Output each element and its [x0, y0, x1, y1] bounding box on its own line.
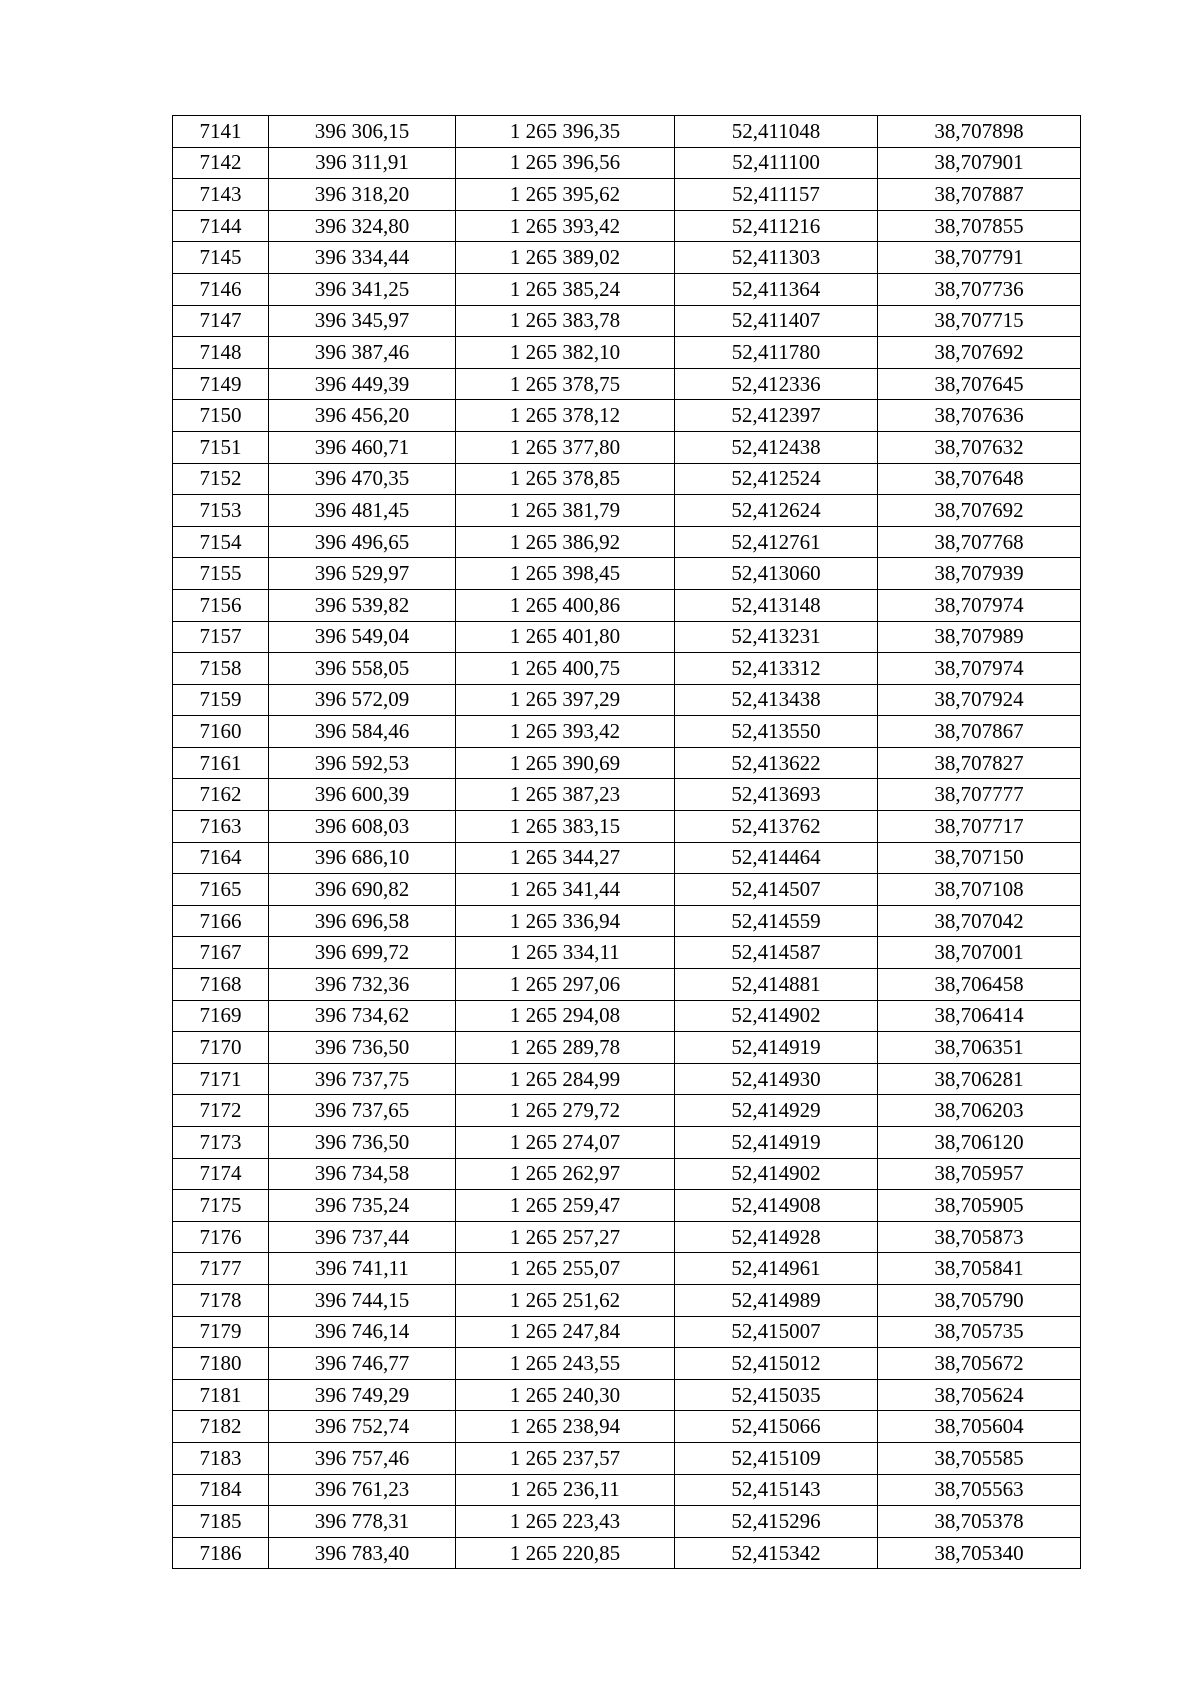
point-number-cell: 7162 [173, 779, 269, 811]
longitude-cell: 38,705563 [878, 1474, 1081, 1506]
table-row [173, 1158, 1081, 1190]
y-coordinate-cell: 1 265 344,27 [456, 842, 675, 874]
x-coordinate-cell: 396 736,50 [269, 1127, 456, 1159]
latitude-cell: 52,412438 [675, 431, 878, 463]
latitude-cell: 52,414881 [675, 969, 878, 1001]
longitude-cell: 38,707636 [878, 400, 1081, 432]
point-number-cell: 7146 [173, 273, 269, 305]
longitude-cell: 38,707855 [878, 210, 1081, 242]
latitude-cell: 52,414928 [675, 1221, 878, 1253]
table-row [173, 1063, 1081, 1095]
latitude-cell: 52,413550 [675, 716, 878, 748]
x-coordinate-cell: 396 699,72 [269, 937, 456, 969]
y-coordinate-cell: 1 265 341,44 [456, 874, 675, 906]
longitude-cell: 38,707827 [878, 747, 1081, 779]
x-coordinate-cell: 396 558,05 [269, 653, 456, 685]
y-coordinate-cell: 1 265 397,29 [456, 684, 675, 716]
point-number-cell: 7186 [173, 1537, 269, 1569]
point-number-cell: 7184 [173, 1474, 269, 1506]
coordinates-table [172, 115, 1081, 1569]
latitude-cell: 52,415035 [675, 1379, 878, 1411]
point-number-cell: 7178 [173, 1284, 269, 1316]
x-coordinate-cell: 396 737,65 [269, 1095, 456, 1127]
y-coordinate-cell: 1 265 257,27 [456, 1221, 675, 1253]
point-number-cell: 7155 [173, 558, 269, 590]
y-coordinate-cell: 1 265 383,78 [456, 305, 675, 337]
y-coordinate-cell: 1 265 387,23 [456, 779, 675, 811]
y-coordinate-cell: 1 265 289,78 [456, 1032, 675, 1064]
point-number-cell: 7158 [173, 653, 269, 685]
x-coordinate-cell: 396 460,71 [269, 431, 456, 463]
point-number-cell: 7144 [173, 210, 269, 242]
longitude-cell: 38,707150 [878, 842, 1081, 874]
point-number-cell: 7151 [173, 431, 269, 463]
point-number-cell: 7156 [173, 589, 269, 621]
latitude-cell: 52,411157 [675, 179, 878, 211]
table-row [173, 400, 1081, 432]
point-number-cell: 7153 [173, 495, 269, 527]
latitude-cell: 52,415007 [675, 1316, 878, 1348]
latitude-cell: 52,413438 [675, 684, 878, 716]
longitude-cell: 38,707791 [878, 242, 1081, 274]
latitude-cell: 52,413693 [675, 779, 878, 811]
latitude-cell: 52,411216 [675, 210, 878, 242]
y-coordinate-cell: 1 265 240,30 [456, 1379, 675, 1411]
x-coordinate-cell: 396 539,82 [269, 589, 456, 621]
table-row [173, 811, 1081, 843]
y-coordinate-cell: 1 265 279,72 [456, 1095, 675, 1127]
longitude-cell: 38,707901 [878, 147, 1081, 179]
longitude-cell: 38,707632 [878, 431, 1081, 463]
table-row [173, 495, 1081, 527]
x-coordinate-cell: 396 757,46 [269, 1442, 456, 1474]
latitude-cell: 52,415342 [675, 1537, 878, 1569]
table-row [173, 1190, 1081, 1222]
y-coordinate-cell: 1 265 220,85 [456, 1537, 675, 1569]
latitude-cell: 52,413622 [675, 747, 878, 779]
longitude-cell: 38,705841 [878, 1253, 1081, 1285]
latitude-cell: 52,414929 [675, 1095, 878, 1127]
y-coordinate-cell: 1 265 259,47 [456, 1190, 675, 1222]
latitude-cell: 52,414930 [675, 1063, 878, 1095]
table-row [173, 653, 1081, 685]
y-coordinate-cell: 1 265 247,84 [456, 1316, 675, 1348]
point-number-cell: 7167 [173, 937, 269, 969]
table-row [173, 1253, 1081, 1285]
longitude-cell: 38,707974 [878, 653, 1081, 685]
table-row [173, 337, 1081, 369]
longitude-cell: 38,707777 [878, 779, 1081, 811]
latitude-cell: 52,414559 [675, 905, 878, 937]
table-row [173, 305, 1081, 337]
x-coordinate-cell: 396 744,15 [269, 1284, 456, 1316]
longitude-cell: 38,707001 [878, 937, 1081, 969]
latitude-cell: 52,413148 [675, 589, 878, 621]
longitude-cell: 38,707648 [878, 463, 1081, 495]
longitude-cell: 38,707898 [878, 116, 1081, 148]
y-coordinate-cell: 1 265 378,85 [456, 463, 675, 495]
table-row [173, 463, 1081, 495]
latitude-cell: 52,415143 [675, 1474, 878, 1506]
y-coordinate-cell: 1 265 385,24 [456, 273, 675, 305]
table-row [173, 273, 1081, 305]
y-coordinate-cell: 1 265 398,45 [456, 558, 675, 590]
longitude-cell: 38,707887 [878, 179, 1081, 211]
x-coordinate-cell: 396 752,74 [269, 1411, 456, 1443]
longitude-cell: 38,706203 [878, 1095, 1081, 1127]
x-coordinate-cell: 396 549,04 [269, 621, 456, 653]
table-row [173, 1032, 1081, 1064]
table-row [173, 937, 1081, 969]
y-coordinate-cell: 1 265 251,62 [456, 1284, 675, 1316]
point-number-cell: 7170 [173, 1032, 269, 1064]
point-number-cell: 7165 [173, 874, 269, 906]
longitude-cell: 38,705735 [878, 1316, 1081, 1348]
longitude-cell: 38,707924 [878, 684, 1081, 716]
point-number-cell: 7159 [173, 684, 269, 716]
point-number-cell: 7147 [173, 305, 269, 337]
x-coordinate-cell: 396 746,14 [269, 1316, 456, 1348]
latitude-cell: 52,414902 [675, 1158, 878, 1190]
point-number-cell: 7149 [173, 368, 269, 400]
longitude-cell: 38,707108 [878, 874, 1081, 906]
table-row [173, 368, 1081, 400]
x-coordinate-cell: 396 735,24 [269, 1190, 456, 1222]
latitude-cell: 52,414464 [675, 842, 878, 874]
longitude-cell: 38,707867 [878, 716, 1081, 748]
x-coordinate-cell: 396 734,58 [269, 1158, 456, 1190]
latitude-cell: 52,415066 [675, 1411, 878, 1443]
point-number-cell: 7166 [173, 905, 269, 937]
x-coordinate-cell: 396 761,23 [269, 1474, 456, 1506]
latitude-cell: 52,415296 [675, 1506, 878, 1538]
longitude-cell: 38,707717 [878, 811, 1081, 843]
table-row [173, 1411, 1081, 1443]
latitude-cell: 52,411048 [675, 116, 878, 148]
longitude-cell: 38,706281 [878, 1063, 1081, 1095]
point-number-cell: 7174 [173, 1158, 269, 1190]
y-coordinate-cell: 1 265 236,11 [456, 1474, 675, 1506]
table-row [173, 558, 1081, 590]
table-row [173, 1000, 1081, 1032]
latitude-cell: 52,414902 [675, 1000, 878, 1032]
point-number-cell: 7177 [173, 1253, 269, 1285]
y-coordinate-cell: 1 265 336,94 [456, 905, 675, 937]
x-coordinate-cell: 396 341,25 [269, 273, 456, 305]
y-coordinate-cell: 1 265 396,56 [456, 147, 675, 179]
x-coordinate-cell: 396 496,65 [269, 526, 456, 558]
y-coordinate-cell: 1 265 393,42 [456, 210, 675, 242]
latitude-cell: 52,414919 [675, 1032, 878, 1064]
latitude-cell: 52,411407 [675, 305, 878, 337]
longitude-cell: 38,707042 [878, 905, 1081, 937]
point-number-cell: 7142 [173, 147, 269, 179]
latitude-cell: 52,414908 [675, 1190, 878, 1222]
x-coordinate-cell: 396 690,82 [269, 874, 456, 906]
x-coordinate-cell: 396 311,91 [269, 147, 456, 179]
x-coordinate-cell: 396 456,20 [269, 400, 456, 432]
latitude-cell: 52,412524 [675, 463, 878, 495]
x-coordinate-cell: 396 449,39 [269, 368, 456, 400]
longitude-cell: 38,707939 [878, 558, 1081, 590]
latitude-cell: 52,411100 [675, 147, 878, 179]
x-coordinate-cell: 396 737,44 [269, 1221, 456, 1253]
x-coordinate-cell: 396 736,50 [269, 1032, 456, 1064]
point-number-cell: 7143 [173, 179, 269, 211]
x-coordinate-cell: 396 318,20 [269, 179, 456, 211]
table-row [173, 779, 1081, 811]
table-row [173, 1442, 1081, 1474]
x-coordinate-cell: 396 741,11 [269, 1253, 456, 1285]
point-number-cell: 7148 [173, 337, 269, 369]
table-row [173, 589, 1081, 621]
longitude-cell: 38,705340 [878, 1537, 1081, 1569]
x-coordinate-cell: 396 387,46 [269, 337, 456, 369]
point-number-cell: 7180 [173, 1348, 269, 1380]
x-coordinate-cell: 396 749,29 [269, 1379, 456, 1411]
x-coordinate-cell: 396 481,45 [269, 495, 456, 527]
longitude-cell: 38,706120 [878, 1127, 1081, 1159]
longitude-cell: 38,705378 [878, 1506, 1081, 1538]
point-number-cell: 7169 [173, 1000, 269, 1032]
longitude-cell: 38,707989 [878, 621, 1081, 653]
latitude-cell: 52,414961 [675, 1253, 878, 1285]
y-coordinate-cell: 1 265 378,75 [456, 368, 675, 400]
latitude-cell: 52,414587 [675, 937, 878, 969]
table-row [173, 147, 1081, 179]
point-number-cell: 7161 [173, 747, 269, 779]
latitude-cell: 52,414989 [675, 1284, 878, 1316]
longitude-cell: 38,707645 [878, 368, 1081, 400]
point-number-cell: 7175 [173, 1190, 269, 1222]
latitude-cell: 52,411780 [675, 337, 878, 369]
longitude-cell: 38,705624 [878, 1379, 1081, 1411]
x-coordinate-cell: 396 686,10 [269, 842, 456, 874]
table-row [173, 210, 1081, 242]
y-coordinate-cell: 1 265 238,94 [456, 1411, 675, 1443]
longitude-cell: 38,706351 [878, 1032, 1081, 1064]
x-coordinate-cell: 396 732,36 [269, 969, 456, 1001]
latitude-cell: 52,413312 [675, 653, 878, 685]
latitude-cell: 52,412336 [675, 368, 878, 400]
point-number-cell: 7181 [173, 1379, 269, 1411]
x-coordinate-cell: 396 783,40 [269, 1537, 456, 1569]
table-row [173, 1348, 1081, 1380]
point-number-cell: 7154 [173, 526, 269, 558]
x-coordinate-cell: 396 470,35 [269, 463, 456, 495]
longitude-cell: 38,705905 [878, 1190, 1081, 1222]
point-number-cell: 7183 [173, 1442, 269, 1474]
latitude-cell: 52,413762 [675, 811, 878, 843]
table-row [173, 1221, 1081, 1253]
latitude-cell: 52,412397 [675, 400, 878, 432]
table-row [173, 874, 1081, 906]
x-coordinate-cell: 396 696,58 [269, 905, 456, 937]
y-coordinate-cell: 1 265 294,08 [456, 1000, 675, 1032]
table-row [173, 526, 1081, 558]
point-number-cell: 7141 [173, 116, 269, 148]
longitude-cell: 38,706414 [878, 1000, 1081, 1032]
latitude-cell: 52,413060 [675, 558, 878, 590]
x-coordinate-cell: 396 529,97 [269, 558, 456, 590]
point-number-cell: 7176 [173, 1221, 269, 1253]
point-number-cell: 7185 [173, 1506, 269, 1538]
latitude-cell: 52,414919 [675, 1127, 878, 1159]
longitude-cell: 38,707692 [878, 495, 1081, 527]
longitude-cell: 38,705790 [878, 1284, 1081, 1316]
coordinates-table-body [173, 116, 1081, 1569]
x-coordinate-cell: 396 746,77 [269, 1348, 456, 1380]
x-coordinate-cell: 396 600,39 [269, 779, 456, 811]
latitude-cell: 52,411303 [675, 242, 878, 274]
x-coordinate-cell: 396 734,62 [269, 1000, 456, 1032]
y-coordinate-cell: 1 265 262,97 [456, 1158, 675, 1190]
table-row [173, 716, 1081, 748]
longitude-cell: 38,707736 [878, 273, 1081, 305]
point-number-cell: 7173 [173, 1127, 269, 1159]
x-coordinate-cell: 396 324,80 [269, 210, 456, 242]
point-number-cell: 7182 [173, 1411, 269, 1443]
table-row [173, 116, 1081, 148]
latitude-cell: 52,411364 [675, 273, 878, 305]
x-coordinate-cell: 396 306,15 [269, 116, 456, 148]
point-number-cell: 7145 [173, 242, 269, 274]
x-coordinate-cell: 396 584,46 [269, 716, 456, 748]
table-row [173, 1474, 1081, 1506]
point-number-cell: 7168 [173, 969, 269, 1001]
point-number-cell: 7171 [173, 1063, 269, 1095]
y-coordinate-cell: 1 265 386,92 [456, 526, 675, 558]
point-number-cell: 7172 [173, 1095, 269, 1127]
longitude-cell: 38,705585 [878, 1442, 1081, 1474]
latitude-cell: 52,412624 [675, 495, 878, 527]
table-row [173, 1316, 1081, 1348]
y-coordinate-cell: 1 265 400,86 [456, 589, 675, 621]
x-coordinate-cell: 396 608,03 [269, 811, 456, 843]
table-row [173, 1095, 1081, 1127]
point-number-cell: 7163 [173, 811, 269, 843]
longitude-cell: 38,705604 [878, 1411, 1081, 1443]
y-coordinate-cell: 1 265 334,11 [456, 937, 675, 969]
y-coordinate-cell: 1 265 223,43 [456, 1506, 675, 1538]
x-coordinate-cell: 396 778,31 [269, 1506, 456, 1538]
latitude-cell: 52,415109 [675, 1442, 878, 1474]
point-number-cell: 7152 [173, 463, 269, 495]
x-coordinate-cell: 396 737,75 [269, 1063, 456, 1095]
table-row [173, 1284, 1081, 1316]
x-coordinate-cell: 396 334,44 [269, 242, 456, 274]
y-coordinate-cell: 1 265 395,62 [456, 179, 675, 211]
point-number-cell: 7150 [173, 400, 269, 432]
y-coordinate-cell: 1 265 237,57 [456, 1442, 675, 1474]
y-coordinate-cell: 1 265 243,55 [456, 1348, 675, 1380]
latitude-cell: 52,415012 [675, 1348, 878, 1380]
table-row [173, 1537, 1081, 1569]
y-coordinate-cell: 1 265 383,15 [456, 811, 675, 843]
table-row [173, 1506, 1081, 1538]
longitude-cell: 38,705672 [878, 1348, 1081, 1380]
point-number-cell: 7160 [173, 716, 269, 748]
x-coordinate-cell: 396 345,97 [269, 305, 456, 337]
table-row [173, 905, 1081, 937]
x-coordinate-cell: 396 572,09 [269, 684, 456, 716]
table-row [173, 684, 1081, 716]
y-coordinate-cell: 1 265 401,80 [456, 621, 675, 653]
y-coordinate-cell: 1 265 378,12 [456, 400, 675, 432]
y-coordinate-cell: 1 265 255,07 [456, 1253, 675, 1285]
y-coordinate-cell: 1 265 390,69 [456, 747, 675, 779]
longitude-cell: 38,707692 [878, 337, 1081, 369]
table-row [173, 431, 1081, 463]
table-row [173, 969, 1081, 1001]
y-coordinate-cell: 1 265 393,42 [456, 716, 675, 748]
point-number-cell: 7164 [173, 842, 269, 874]
y-coordinate-cell: 1 265 396,35 [456, 116, 675, 148]
table-row [173, 621, 1081, 653]
longitude-cell: 38,707715 [878, 305, 1081, 337]
point-number-cell: 7157 [173, 621, 269, 653]
table-row [173, 842, 1081, 874]
y-coordinate-cell: 1 265 297,06 [456, 969, 675, 1001]
longitude-cell: 38,705873 [878, 1221, 1081, 1253]
longitude-cell: 38,705957 [878, 1158, 1081, 1190]
y-coordinate-cell: 1 265 284,99 [456, 1063, 675, 1095]
y-coordinate-cell: 1 265 274,07 [456, 1127, 675, 1159]
y-coordinate-cell: 1 265 377,80 [456, 431, 675, 463]
point-number-cell: 7179 [173, 1316, 269, 1348]
table-row [173, 1127, 1081, 1159]
table-row [173, 179, 1081, 211]
y-coordinate-cell: 1 265 381,79 [456, 495, 675, 527]
x-coordinate-cell: 396 592,53 [269, 747, 456, 779]
table-row [173, 242, 1081, 274]
y-coordinate-cell: 1 265 400,75 [456, 653, 675, 685]
table-row [173, 1379, 1081, 1411]
longitude-cell: 38,706458 [878, 969, 1081, 1001]
longitude-cell: 38,707974 [878, 589, 1081, 621]
longitude-cell: 38,707768 [878, 526, 1081, 558]
latitude-cell: 52,412761 [675, 526, 878, 558]
table-row [173, 747, 1081, 779]
latitude-cell: 52,414507 [675, 874, 878, 906]
y-coordinate-cell: 1 265 389,02 [456, 242, 675, 274]
y-coordinate-cell: 1 265 382,10 [456, 337, 675, 369]
latitude-cell: 52,413231 [675, 621, 878, 653]
